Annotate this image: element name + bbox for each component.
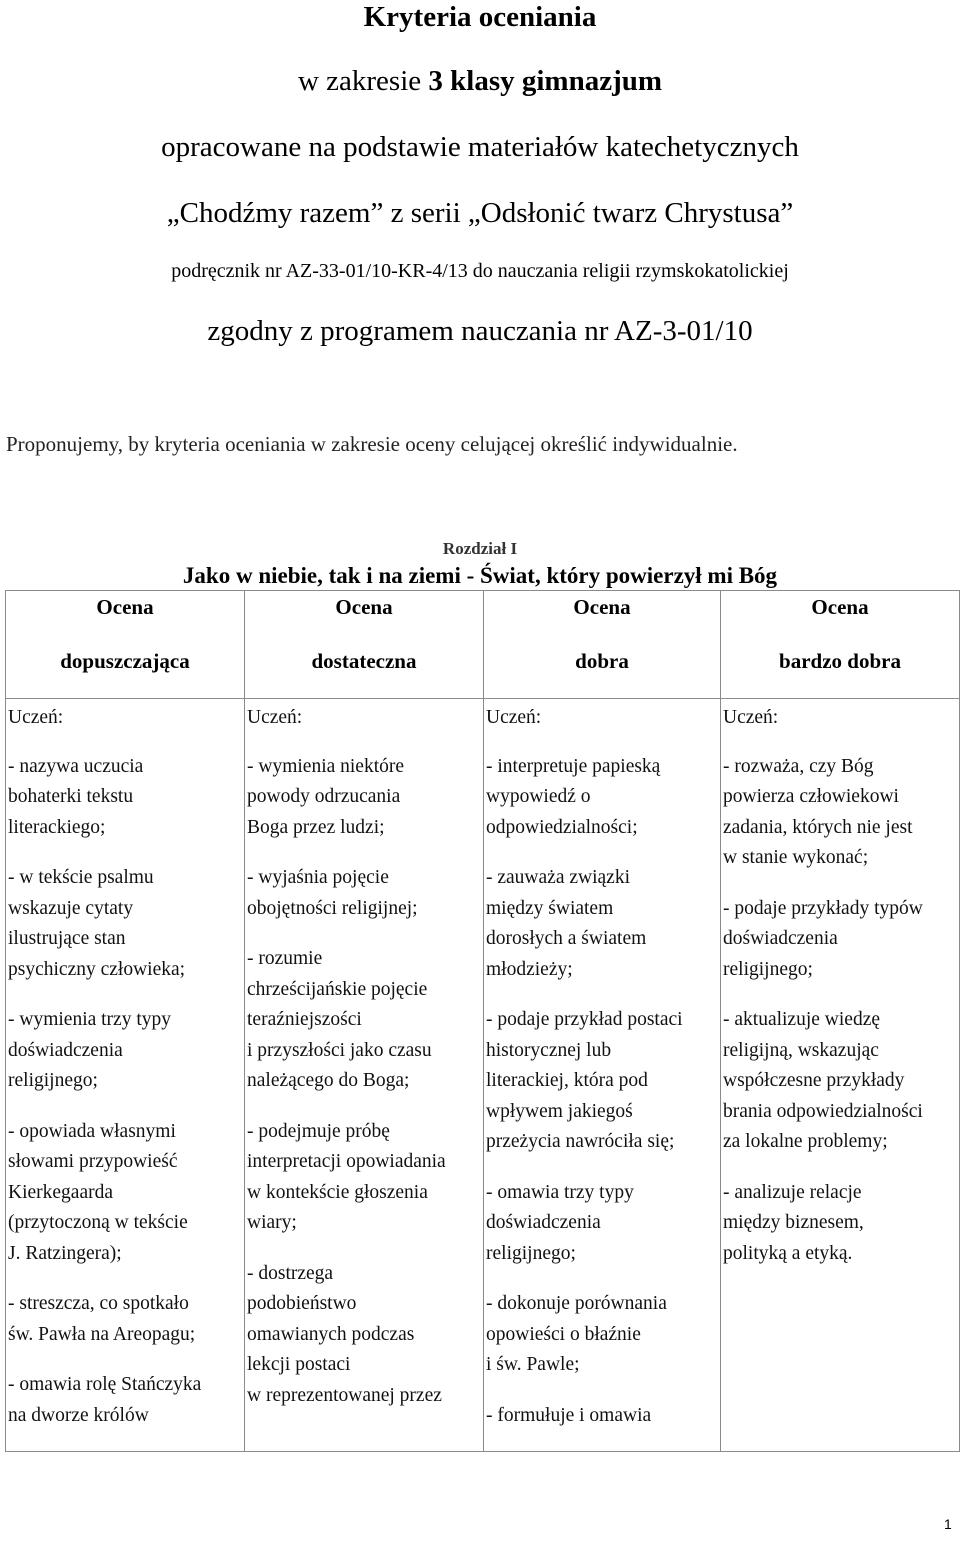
criteria-cell-dostateczna <box>245 699 484 1452</box>
criterion-item: - nazywa uczucia bohaterki tekstu literackiego; <box>8 755 144 838</box>
criterion-item: - aktualizuje wiedzę religijną, wskazując współczesne przykłady brania odpowiedzialności za lokalne problemy; <box>723 1009 923 1152</box>
grade-name: dostateczna <box>311 649 417 673</box>
criterion-item: - podejmuje próbę interpretacji opowiadania w kontekście głoszenia wiary; <box>247 1120 446 1233</box>
document-title: Kryteria oceniania <box>363 1 597 33</box>
materials-line: opracowane na podstawie materiałów katechetycznych <box>161 131 799 163</box>
grade-label: Ocena <box>335 595 393 619</box>
criterion-item: - rozważa, czy Bóg powierza człowiekowi zadania, których nie jest w stanie wykonać; <box>723 755 913 868</box>
class-range-line <box>0 64 960 98</box>
criterion-item: - w tekście psalmu wskazuje cytaty ilustrujące stan psychiczny człowieka; <box>8 867 186 980</box>
criterion-item: - streszcza, co spotkało św. Pawła na Areopagu; <box>8 1293 196 1345</box>
criterion-item: - dokonuje porównania opowieści o błaźnie i św. Pawle; <box>486 1293 667 1375</box>
chapter-label: Rozdział I <box>442 539 518 558</box>
assessment-note: Proponujemy, by kryteria oceniania w zakresie oceny celującej określić indywidualnie. <box>6 432 738 456</box>
table-body-row <box>6 699 960 1452</box>
criterion-item: - omawia trzy typy doświadczenia religijnego; <box>486 1181 634 1264</box>
program-line: zgodny z programem nauczania nr AZ-3-01/10 <box>207 315 753 347</box>
student-label: Uczeń: <box>8 707 64 728</box>
student-label: Uczeń: <box>723 707 779 728</box>
class-range-prefix: w zakresie <box>297 65 429 97</box>
criteria-cell-dobra <box>484 699 721 1452</box>
criterion-item: - zauważa związki między światem dorosłych a światem młodzieży; <box>486 867 647 980</box>
criterion-item: - opowiada własnymi słowami przypowieść Kierkegaarda (przytoczoną w tekście J. Ratzingera); <box>8 1120 188 1264</box>
criterion-item: - wymienia trzy typy doświadczenia religijnego; <box>8 1009 171 1091</box>
textbook-line: podręcznik nr AZ-33-01/10-KR-4/13 do nauczania religii rzymskokatolickiej <box>171 260 789 282</box>
class-range-bold: 3 klasy gimnazjum <box>428 65 663 97</box>
grade-name: dobra <box>575 649 629 673</box>
criterion-item: - omawia rolę Stańczyka na dworze królów <box>8 1374 202 1426</box>
criterion-item: - podaje przykład postaci historycznej lub literackiej, która pod wpływem jakiegoś przeżycia nawróciła się; <box>486 1009 683 1152</box>
chapter-title: Jako w niebie, tak i na ziemi - Świat, który powierzył mi Bóg <box>182 563 778 588</box>
grading-criteria-table <box>5 590 960 1452</box>
criteria-cell-bardzo-dobra <box>721 699 960 1452</box>
criterion-item: - interpretuje papieską wypowiedź o odpowiedzialności; <box>486 755 661 838</box>
criterion-item: - rozumie chrześcijańskie pojęcie teraźniejszości i przyszłości jako czasu należącego do Boga; <box>247 948 432 1091</box>
student-label: Uczeń: <box>486 707 542 728</box>
criterion-item: - wyjaśnia pojęcie obojętności religijnej; <box>247 867 418 919</box>
criterion-item: - wymienia niektóre powody odrzucania Boga przez ludzi; <box>247 755 405 838</box>
grade-name: bardzo dobra <box>779 649 901 673</box>
grade-label: Ocena <box>573 595 631 619</box>
student-label: Uczeń: <box>247 707 303 728</box>
page-number: 1 <box>944 1516 952 1532</box>
header-cell-dobra <box>484 591 721 699</box>
series-line: „Chodźmy razem” z serii „Odsłonić twarz Chrystusa” <box>166 197 794 229</box>
header-cell-dopuszczajaca <box>6 591 245 699</box>
criteria-cell-dopuszczajaca <box>6 699 245 1452</box>
criterion-item: - dostrzega podobieństwo omawianych podczas lekcji postaci w reprezentowanej przez <box>247 1262 442 1406</box>
grade-name: dopuszczająca <box>60 649 190 673</box>
header-cell-dostateczna <box>245 591 484 699</box>
table-header-row <box>6 591 960 699</box>
criterion-item: - formułuje i omawia <box>486 1404 652 1426</box>
criterion-item: - podaje przykłady typów doświadczenia religijnego; <box>723 897 923 980</box>
header-cell-bardzo-dobra <box>721 591 960 699</box>
grade-label: Ocena <box>96 595 154 619</box>
criterion-item: - analizuje relacje między biznesem, polityką a etyką. <box>723 1181 864 1264</box>
grade-label: Ocena <box>811 595 869 619</box>
